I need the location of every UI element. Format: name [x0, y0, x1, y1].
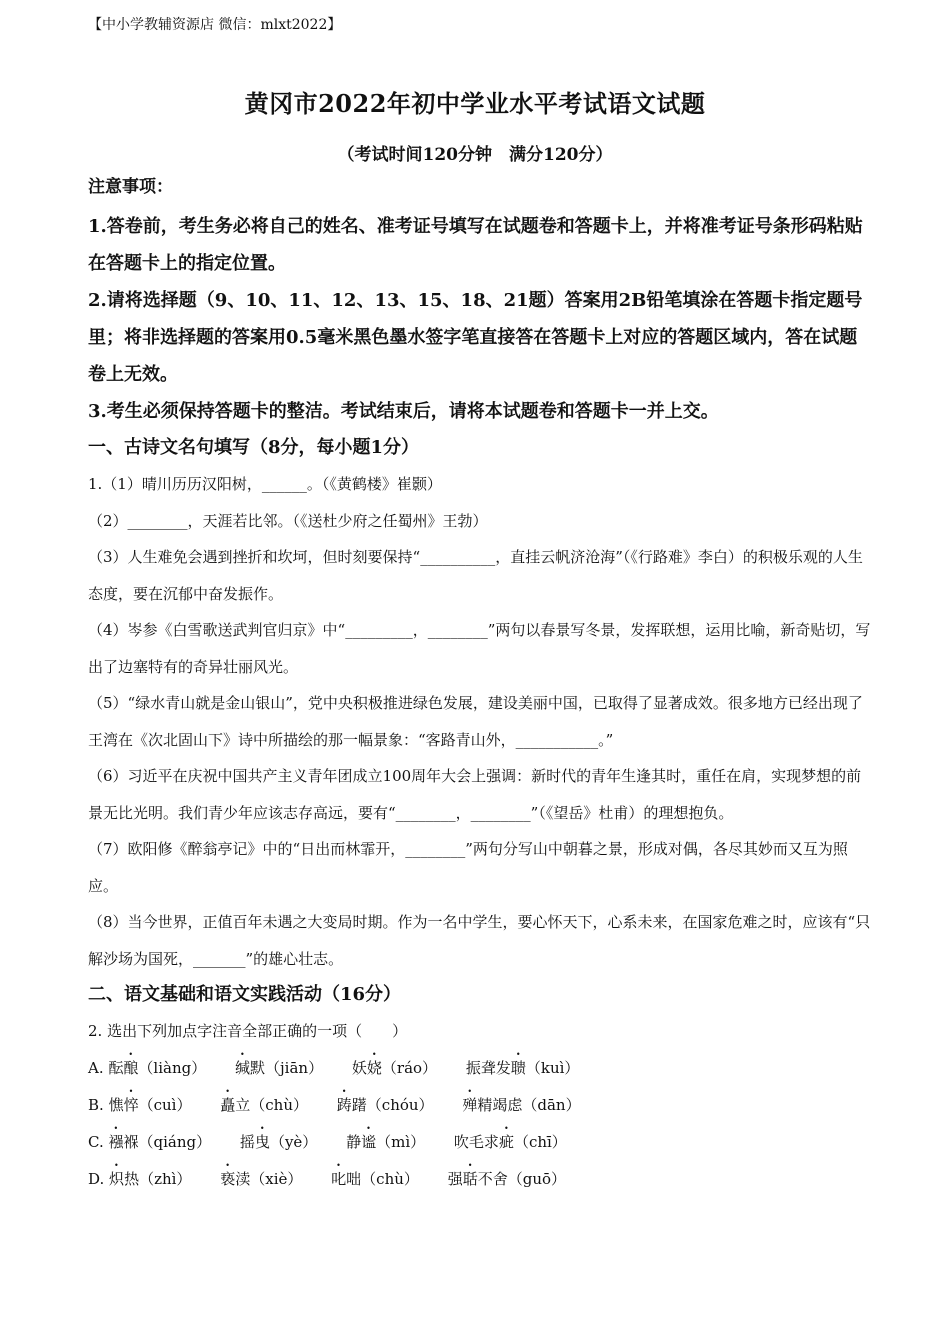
- option-c: [88, 1124, 873, 1161]
- option-letter: C.: [88, 1132, 104, 1151]
- notice-heading: 注意事项：: [88, 177, 173, 197]
- option-word: 摇曳（yè）: [239, 1132, 318, 1151]
- option-word: 缄默（jiān）: [235, 1058, 324, 1077]
- option-word: 振聋发聩（kuì）: [465, 1058, 580, 1077]
- notice-item: 3.考生必须保持答题卡的整洁。考试结束后，请将本试题卷和答题卡一并上交。: [88, 401, 719, 422]
- question-2-stem: 2. 选出下列加点字注音全部正确的一项（ ）: [88, 1022, 408, 1040]
- exam-content: [88, 174, 873, 1198]
- question-1-6: （6）习近平在庆祝中国共产主义青年团成立100周年大会上强调：新时代的青年生逢其时，重任在肩，实现梦想的前景无比光明。我们青少年应该志存高远，要有“________，________”（《望岳》杜甫）的理想抱负。: [88, 767, 862, 822]
- option-letter: A.: [88, 1058, 104, 1077]
- question-2-options: [88, 1050, 873, 1198]
- option-word: 亵渎（xiè）: [220, 1169, 303, 1188]
- question-1-3: （3）人生难免会遇到挫折和坎坷，但时刻要保持“__________，直挂云帆济沧海”（《行路难》李白）的积极乐观的人生态度，要在沉郁中奋发振作。: [88, 548, 863, 603]
- option-letter: D.: [88, 1169, 105, 1188]
- option-b: [88, 1087, 873, 1124]
- option-word: 矗立（chù）: [220, 1095, 308, 1114]
- exam-title: 黄冈市2022年初中学业水平考试语文试题: [244, 89, 706, 118]
- option-word: 襁褓（qiáng）: [108, 1132, 212, 1151]
- question-1-4: （4）岑参《白雪歌送武判官归京》中“_________，________”两句以春景写冬景，发挥联想，运用比喻，新奇贴切，写出了边塞特有的奇异壮丽风光。: [88, 621, 871, 676]
- exam-subtitle: （考试时间120分钟 满分120分）: [337, 145, 613, 165]
- option-word: 强聒不舍（guō）: [447, 1169, 567, 1188]
- option-word: 踌躇（chóu）: [336, 1095, 434, 1114]
- section-2-heading: 二、语文基础和语文实践活动（16分）: [88, 984, 402, 1005]
- question-1-1: 1.（1）晴川历历汉阳树，______。（《黄鹤楼》崔颢）: [88, 475, 442, 493]
- option-word: 叱咄（chù）: [331, 1169, 419, 1188]
- option-word: 吹毛求疵（chī）: [453, 1132, 567, 1151]
- option-letter: B.: [88, 1095, 104, 1114]
- option-word: 酝酿（liàng）: [108, 1058, 207, 1077]
- question-1-8: （8）当今世界，正值百年未遇之大变局时期。作为一名中学生，要心怀天下，心系未来，在国家危难之时，应该有“只解沙场为国死，_______”的雄心壮志。: [88, 913, 871, 968]
- notice-item: 2.请将选择题（9、10、11、12、13、15、18、21题）答案用2B铅笔填涂在答题卡指定题号里；将非选择题的答案用0.5毫米黑色墨水签字笔直接答在答题卡上对应的答题区域内，答在试题卷上无效。: [88, 290, 863, 385]
- option-word: 炽热（zhì）: [109, 1169, 192, 1188]
- question-1-7: （7）欧阳修《醉翁亭记》中的“日出而林霏开，________”两句分写山中朝暮之景，形成对偶，各尽其妙而又互为照应。: [88, 840, 848, 895]
- option-word: 殚精竭虑（dān）: [462, 1095, 581, 1114]
- option-d: [88, 1161, 873, 1198]
- option-word: 憔悴（cuì）: [108, 1095, 192, 1114]
- header-note: 【中小学教辅资源店 微信：mlxt2022】: [88, 17, 342, 33]
- option-word: 静谧（mì）: [346, 1132, 426, 1151]
- section-1-heading: 一、古诗文名句填写（8分，每小题1分）: [88, 437, 420, 458]
- option-a: [88, 1050, 873, 1087]
- option-word: 妖娆（ráo）: [351, 1058, 438, 1077]
- question-1-2: （2）________，天涯若比邻。（《送杜少府之任蜀州》王勃）: [88, 511, 488, 530]
- question-1-5: （5）“绿水青山就是金山银山”，党中央积极推进绿色发展，建设美丽中国，已取得了显著成效。很多地方已经出现了王湾在《次北固山下》诗中所描绘的那一幅景象：“客路青山外，___________。”: [88, 694, 863, 749]
- notice-item: 1.答卷前，考生务必将自己的姓名、准考证号填写在试题卷和答题卡上，并将准考证号条形码粘贴在答题卡上的指定位置。: [88, 216, 863, 274]
